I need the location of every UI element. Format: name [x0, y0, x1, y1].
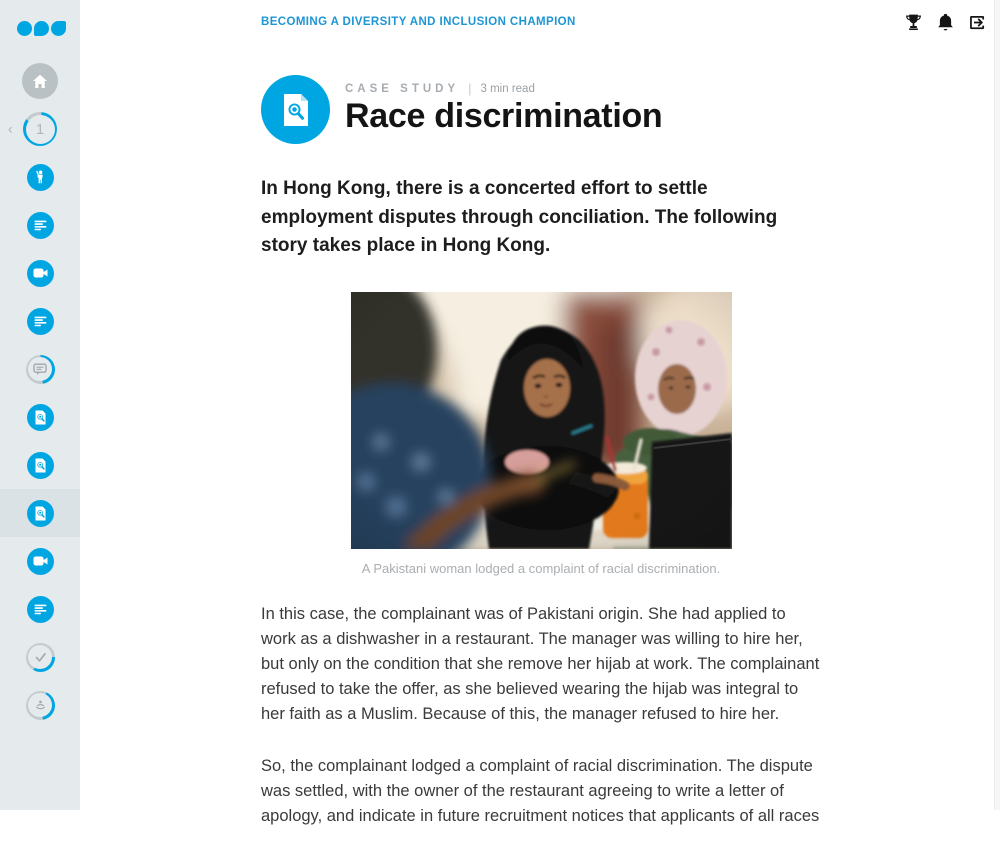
sidebar-item-intro-slide[interactable] [0, 153, 80, 201]
article-header-text [345, 75, 662, 136]
discussion-icon [28, 357, 53, 382]
logo-dot-1 [17, 21, 32, 36]
image-caption: A Pakistani woman lodged a complaint of racial discrimination. [361, 560, 721, 576]
completion-progress-ring [26, 691, 55, 720]
intro-paragraph: In Hong Kong, there is a concerted effort to settle employment disputes through conciliation. The following story takes place in Hong Kong. [261, 178, 778, 256]
lesson-content [261, 75, 821, 846]
article-meta [345, 81, 662, 96]
scrollbar[interactable] [994, 0, 1000, 810]
sidebar-item-video-lesson[interactable] [0, 537, 80, 585]
video-lesson-icon [27, 260, 54, 287]
video-lesson-icon [27, 548, 54, 575]
lesson-number: 1 [26, 115, 55, 144]
body-paragraph: So, the complainant lodged a complaint of racial discrimination. The dispute was settled, with the owner of the restaurant agreeing to write a letter of apology, and indicate in future recruitment notices that applicants of all races [261, 756, 820, 825]
text-lesson-icon [27, 212, 54, 239]
sidebar-item-lesson-1[interactable] [0, 105, 80, 153]
page-title: Race discrimination [345, 97, 663, 135]
edapp-logo[interactable] [17, 21, 66, 36]
article-figure [261, 292, 821, 576]
home-icon [22, 63, 58, 99]
case-study-icon [27, 404, 54, 431]
breadcrumb[interactable]: BECOMING A DIVERSITY AND INCLUSION CHAMPION [261, 16, 576, 28]
text-lesson-icon [27, 308, 54, 335]
sidebar-item-quiz[interactable] [0, 633, 80, 681]
case-study-photo [351, 292, 732, 549]
article-header [261, 75, 821, 144]
lesson-progress-ring [23, 112, 57, 146]
exit-icon[interactable] [965, 10, 989, 34]
sidebar-item-discussion[interactable] [0, 345, 80, 393]
case-study-icon [27, 452, 54, 479]
sidebar-item-text-lesson[interactable] [0, 585, 80, 633]
sidebar-item-text-lesson[interactable] [0, 201, 80, 249]
case-study-icon [27, 500, 54, 527]
content-type-label: CASE STUDY [345, 82, 460, 95]
logo-dot-3 [51, 21, 66, 36]
person-waving-icon [27, 164, 54, 191]
sidebar-item-case-study[interactable] [0, 441, 80, 489]
read-time: 3 min read [480, 82, 535, 95]
discussion-progress-ring [26, 355, 55, 384]
celebration-icon [28, 693, 53, 718]
case-study-badge-icon [261, 75, 330, 144]
body-paragraph: In this case, the complainant was of Pakistani origin. She had applied to work as a dishwasher in a restaurant. The manager was willing to hire her, but only on the condition that she remove her hijab at work. The complainant refused to take the offer, as she believed wearing the hijab was integral to her faith as a Muslim. Because of this, the manager refused to hire her. [261, 604, 820, 724]
quiz-progress-ring [26, 643, 55, 672]
sidebar-item-text-lesson[interactable] [0, 297, 80, 345]
notifications-icon[interactable] [933, 10, 957, 34]
sidebar-item-home[interactable] [0, 57, 80, 105]
sidebar-item-case-study-current[interactable] [0, 489, 80, 537]
course-sidebar [0, 0, 80, 810]
meta-separator: | [468, 81, 472, 96]
sidebar-item-completion[interactable] [0, 681, 80, 729]
header-actions [901, 10, 989, 34]
check-icon [28, 645, 53, 670]
trophy-icon[interactable] [901, 10, 925, 34]
sidebar-item-case-study[interactable] [0, 393, 80, 441]
sidebar-item-video-lesson[interactable] [0, 249, 80, 297]
logo-dot-2 [34, 21, 49, 36]
chevron-left-icon[interactable]: ‹ [8, 120, 13, 137]
text-lesson-icon [27, 596, 54, 623]
